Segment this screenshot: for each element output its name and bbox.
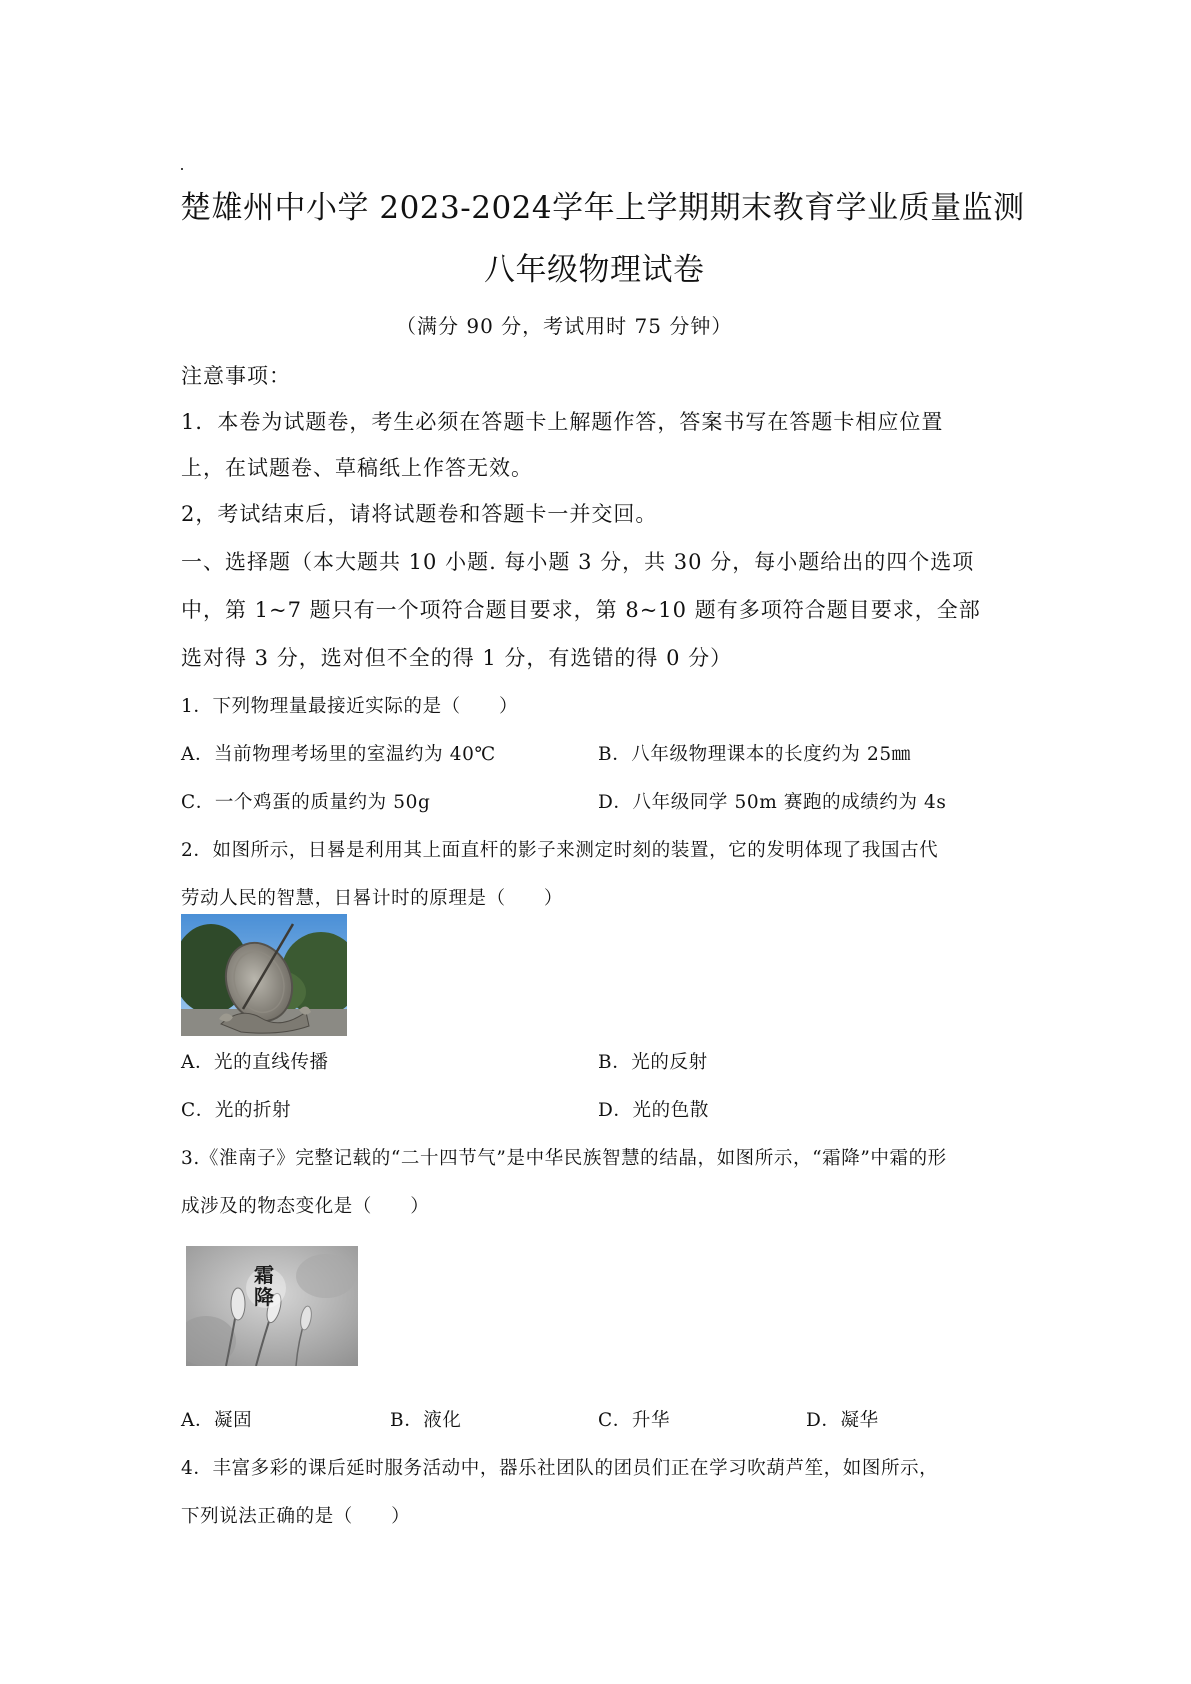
question-3-option-d: D．凝华 (806, 1410, 879, 1431)
sundial-image (181, 914, 347, 1036)
question-2-stem-line-1: 2．如图所示，日晷是利用其上面直杆的影子来测定时刻的装置，它的发明体现了我国古代 (181, 840, 939, 861)
section-1-heading-line-2: 中，第 1~7 题只有一个项符合题目要求，第 8~10 题有多项符合题目要求，全部 (181, 598, 981, 622)
notice-item-1-line-1: 1．本卷为试题卷，考生必须在答题卡上解题作答，答案书写在答题卡相应位置 (181, 410, 944, 434)
question-4-stem-line-2: 下列说法正确的是（ ） (181, 1506, 411, 1527)
frost-descent-image (186, 1246, 358, 1366)
question-1-option-c: C．一个鸡蛋的质量约为 50g (181, 792, 431, 813)
exam-title-line1: 楚雄州中小学 2023-2024学年上学期期末教育学业质量监测 (180, 190, 1025, 226)
question-1-option-a: A．当前物理考场里的室温约为 40℃ (181, 744, 496, 765)
notice-item-1-line-2: 上，在试题卷、草稿纸上作答无效。 (181, 456, 533, 480)
question-2-option-c: C．光的折射 (181, 1100, 292, 1121)
question-1-option-d: D．八年级同学 50m 赛跑的成绩约为 4s (598, 792, 947, 813)
exam-title-line2: 八年级物理试卷 (484, 252, 705, 288)
question-4-stem-line-1: 4．丰富多彩的课后延时服务活动中，器乐社团队的团员们正在学习吹葫芦笙，如图所示， (181, 1458, 939, 1479)
question-1-stem: 1．下列物理量最接近实际的是（ ） (181, 696, 519, 717)
question-1-option-b: B．八年级物理课本的长度约为 25㎜ (598, 744, 911, 765)
frost-descent-caption: 霜降 (254, 1263, 274, 1309)
notice-item-2: 2，考试结束后，请将试题卷和答题卡一并交回。 (181, 502, 658, 526)
section-1-heading-line-3: 选对得 3 分，选对但不全的得 1 分，有选错的得 0 分） (181, 646, 733, 670)
question-2-option-a: A．光的直线传播 (181, 1052, 329, 1073)
section-1-heading-line-1: 一、选择题（本大题共 10 小题. 每小题 3 分，共 30 分，每小题给出的四个选项 (181, 550, 975, 574)
exam-subtitle: （满分 90 分，考试用时 75 分钟） (396, 314, 733, 338)
question-2-option-d: D．光的色散 (598, 1100, 709, 1121)
scan-speck (181, 168, 183, 170)
question-3-stem-line-2: 成涉及的物态变化是（ ） (181, 1196, 430, 1217)
question-3-stem-line-1: 3.《淮南子》完整记载的“二十四节气”是中华民族智慧的结晶，如图所示，“霜降”中霜的形 (181, 1148, 947, 1169)
notice-heading: 注意事项： (181, 364, 291, 388)
question-3-option-c: C．升华 (598, 1410, 671, 1431)
question-2-option-b: B．光的反射 (598, 1052, 708, 1073)
question-2-stem-line-2: 劳动人民的智慧，日晷计时的原理是（ ） (181, 888, 564, 909)
question-3-option-a: A．凝固 (181, 1410, 253, 1431)
question-3-option-b: B．液化 (390, 1410, 462, 1431)
